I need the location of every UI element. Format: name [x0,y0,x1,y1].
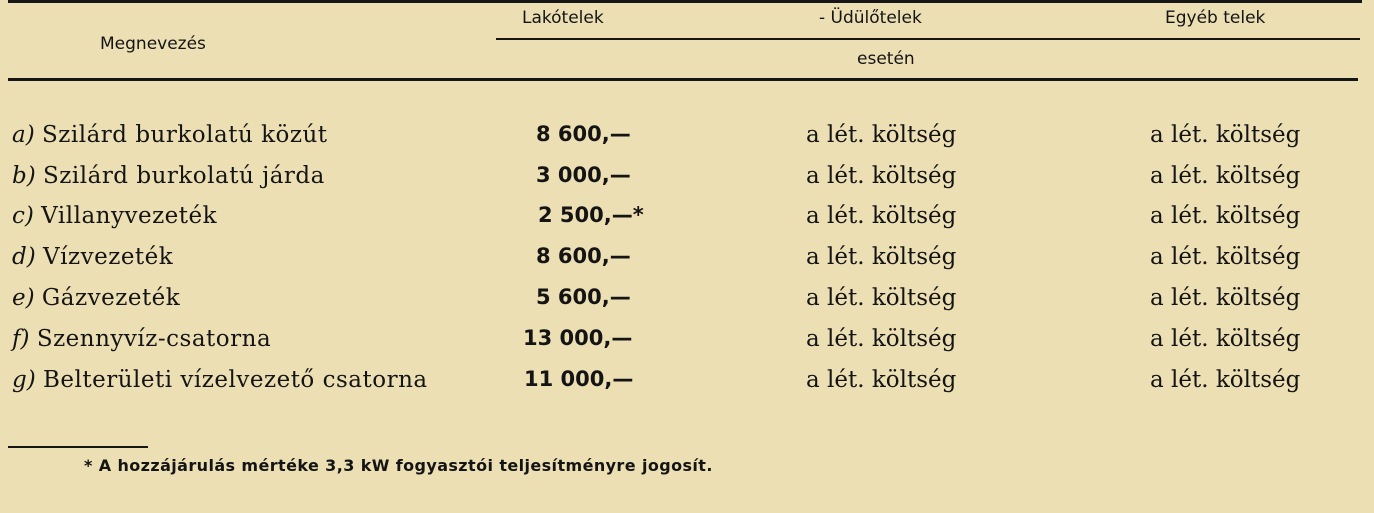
row-label [12,326,271,352]
row-text: Villanyvezeték [41,203,218,229]
header-mid-rule [496,38,1360,40]
cell-egyeb: a lét. költség [1150,326,1301,352]
table-row [0,367,1374,407]
row-label [12,163,325,189]
cell-lakotelek: 13 000,— [523,326,633,350]
cell-lakotelek: 8 600,— [536,244,631,268]
table-row [0,244,1374,284]
row-letter: f) [12,326,30,352]
cell-udulotelek: a lét. költség [806,285,957,311]
row-label [12,367,428,393]
cell-lakotelek: 2 500,—* [538,203,644,227]
cell-udulotelek: a lét. költség [806,163,957,189]
row-letter: d) [12,244,36,270]
row-letter: a) [12,122,35,148]
row-text: Vízvezeték [43,244,174,270]
row-letter: b) [12,163,36,189]
table-row [0,285,1374,325]
row-letter: g) [12,367,36,393]
header-eseten: esetén [857,49,915,69]
cell-lakotelek: 5 600,— [536,285,631,309]
cell-egyeb: a lét. költség [1150,244,1301,270]
header-egyeb-telek: Egyéb telek [1165,8,1266,28]
row-text: Belterületi vízelvezető csatorna [43,367,428,393]
row-letter: e) [12,285,35,311]
top-rule [8,0,1362,3]
footnote-text: * A hozzájárulás mértéke 3,3 kW fogyasztói teljesítményre jogosít. [84,456,713,475]
row-text: Szilárd burkolatú járda [43,163,325,189]
header-udulotelek: - Üdülőtelek [819,8,922,28]
row-label [12,122,328,148]
cell-lakotelek: 11 000,— [524,367,634,391]
cell-lakotelek: 3 000,— [536,163,631,187]
row-text: Szilárd burkolatú közút [42,122,328,148]
footnote-rule [8,446,148,448]
cell-egyeb: a lét. költség [1150,122,1301,148]
row-text: Szennyvíz-csatorna [36,326,272,352]
table-row [0,163,1374,203]
header-lakotelek: Lakótelek [522,8,604,28]
row-text: Gázvezeték [41,285,181,311]
row-label [12,203,217,229]
cell-egyeb: a lét. költség [1150,285,1301,311]
table-row [0,203,1374,243]
cell-udulotelek: a lét. költség [806,203,957,229]
row-label [12,285,180,311]
cell-egyeb: a lét. költség [1150,203,1301,229]
cell-udulotelek: a lét. költség [806,326,957,352]
row-label [12,244,173,270]
header-bottom-rule [8,78,1358,81]
row-letter: c) [12,203,34,229]
cell-lakotelek: 8 600,— [536,122,631,146]
table-row [0,326,1374,366]
cell-egyeb: a lét. költség [1150,163,1301,189]
table-row [0,122,1374,162]
cell-egyeb: a lét. költség [1150,367,1301,393]
cell-udulotelek: a lét. költség [806,122,957,148]
cell-udulotelek: a lét. költség [806,244,957,270]
header-megnevezes: Megnevezés [100,34,206,54]
cell-udulotelek: a lét. költség [806,367,957,393]
